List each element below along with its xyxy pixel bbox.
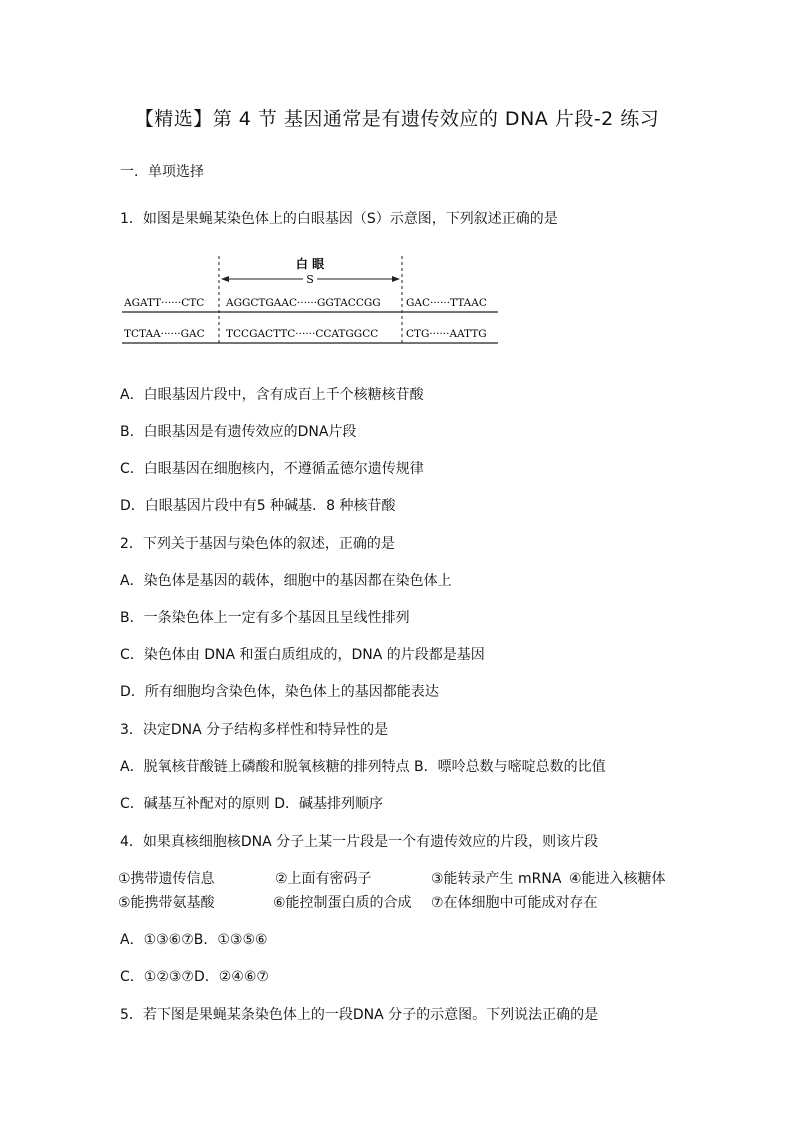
q2-stem: 2．下列关于基因与染色体的叙述，正确的是 (120, 536, 395, 552)
q4-item-1: ①携带遗传信息 (118, 871, 215, 887)
q2-option-a: A．染色体是基因的载体，细胞中的基因都在染色体上 (120, 573, 452, 589)
q1-option-b: B．白眼基因是有遗传效应的DNA片段 (120, 424, 357, 440)
q3-option-ab: A．脱氧核苷酸链上磷酸和脱氧核糖的排列特点 B．嘌呤总数与嘧啶总数的比值 (120, 759, 606, 775)
strand2-right: CTG······AATTG (406, 328, 487, 340)
q3-stem: 3．决定DNA 分子结构多样性和特异性的是 (120, 722, 389, 738)
strand2-left: TCTAA······GAC (124, 328, 205, 340)
q4-item-6: ⑥能控制蛋白质的合成 (273, 895, 412, 911)
strand1-middle: AGGCTGAAC······GGTACCGG (226, 297, 381, 309)
q2-option-c: C．染色体由 DNA 和蛋白质组成的，DNA 的片段都是基因 (120, 647, 485, 663)
q3-option-cd: C．碱基互补配对的原则 D．碱基排列顺序 (120, 796, 384, 812)
q4-item-4: ④能进入核糖体 (569, 871, 666, 887)
q5-stem: 5．若下图是果蝇某条染色体上的一段DNA 分子的示意图。下列说法正确的是 (120, 1007, 599, 1023)
q2-option-d: D．所有细胞均含染色体，染色体上的基因都能表达 (120, 684, 439, 700)
gene-s-label: S (306, 273, 314, 286)
white-eye-gene-diagram (120, 250, 510, 350)
q4-item-3: ③能转录产生 mRNA (431, 871, 562, 887)
strand1-right: GAC······TTAAC (406, 297, 487, 309)
q4-stem: 4．如果真核细胞核DNA 分子上某一片段是一个有遗传效应的片段，则该片段 (120, 834, 599, 850)
strand1-left: AGATT······CTC (124, 297, 205, 309)
strand2-middle: TCCGACTTC······CCATGGCC (226, 328, 379, 340)
section-heading: 一．单项选择 (120, 164, 204, 180)
q4-option-cd: C．①②③⑦D．②④⑥⑦ (120, 969, 269, 985)
q4-option-ab: A．①③⑥⑦B．①③⑤⑥ (120, 932, 268, 948)
q4-item-7: ⑦在体细胞中可能成对存在 (431, 895, 598, 911)
arrow-right-head (392, 276, 400, 282)
q4-item-2: ②上面有密码子 (275, 871, 372, 887)
q1-option-a: A．白眼基因片段中，含有成百上千个核糖核苷酸 (120, 387, 424, 403)
page-title: 【精选】第 4 节 基因通常是有遗传效应的 DNA 片段-2 练习 (134, 108, 660, 130)
q1-option-d: D．白眼基因片段中有5 种碱基．8 种核苷酸 (120, 498, 396, 514)
arrow-left-head (221, 276, 229, 282)
gene-label: 白 眼 (295, 257, 325, 271)
q1-stem: 1．如图是果蝇某染色体上的白眼基因（S）示意图，下列叙述正确的是 (120, 211, 558, 227)
q1-option-c: C．白眼基因在细胞核内，不遵循孟德尔遗传规律 (120, 461, 424, 477)
q2-option-b: B．一条染色体上一定有多个基因且呈线性排列 (120, 610, 410, 626)
q4-item-5: ⑤能携带氨基酸 (118, 895, 215, 911)
